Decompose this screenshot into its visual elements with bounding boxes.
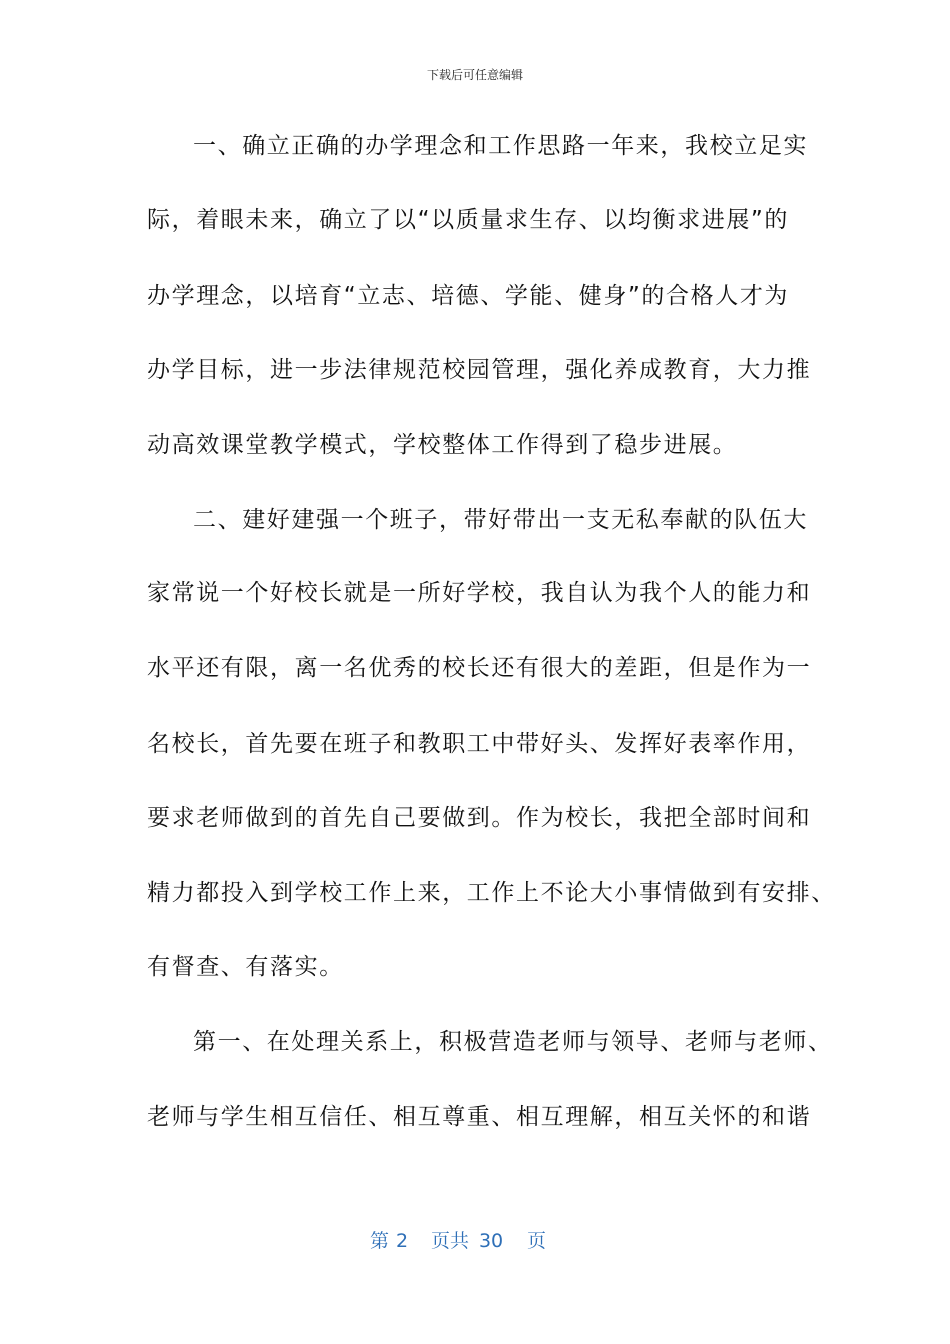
current-page-number: 2 — [395, 1230, 409, 1252]
paragraph-line: 第一、在处理关系上，积极营造老师与领导、老师与老师、 — [193, 1029, 833, 1055]
paragraph-line: 二、建好建强一个班子，带好带出一支无私奉献的队伍大 — [193, 507, 808, 533]
paragraph-line: 际，着眼未来，确立了以“以质量求生存、以均衡求进展”的 — [147, 207, 790, 233]
paragraph-line: 办学理念，以培育“立志、培德、学能、健身”的合格人才为 — [147, 283, 790, 309]
paragraph-line: 有督查、有落实。 — [147, 954, 344, 980]
footer-prefix: 第 — [370, 1230, 390, 1252]
paragraph-line: 动高效课堂教学模式，学校整体工作得到了稳步进展。 — [147, 432, 738, 458]
page-header: 下载后可任意编辑 — [426, 68, 523, 82]
paragraph-line: 名校长，首先要在班子和教职工中带好头、发挥好表率作用， — [147, 731, 812, 757]
paragraph-line: 家常说一个好校长就是一所好学校，我自认为我个人的能力和 — [147, 580, 812, 606]
footer-middle: 页共 — [431, 1230, 470, 1252]
paragraph-line: 要求老师做到的首先自己要做到。作为校长，我把全部时间和 — [147, 805, 812, 831]
paragraph-line: 水平还有限，离一名优秀的校长还有很大的差距，但是作为一 — [147, 655, 812, 681]
page-footer — [370, 1226, 546, 1253]
paragraph-line: 老师与学生相互信任、相互尊重、相互理解，相互关怀的和谐 — [147, 1104, 812, 1130]
paragraph-line: 精力都投入到学校工作上来，工作上不论大小事情做到有安排、 — [147, 880, 836, 906]
paragraph-line: 办学目标，进一步法律规范校园管理，强化养成教育，大力推 — [147, 357, 812, 383]
footer-suffix: 页 — [527, 1230, 547, 1252]
total-pages-number: 30 — [478, 1230, 504, 1252]
paragraph-line: 一、确立正确的办学理念和工作思路一年来，我校立足实 — [193, 133, 808, 159]
